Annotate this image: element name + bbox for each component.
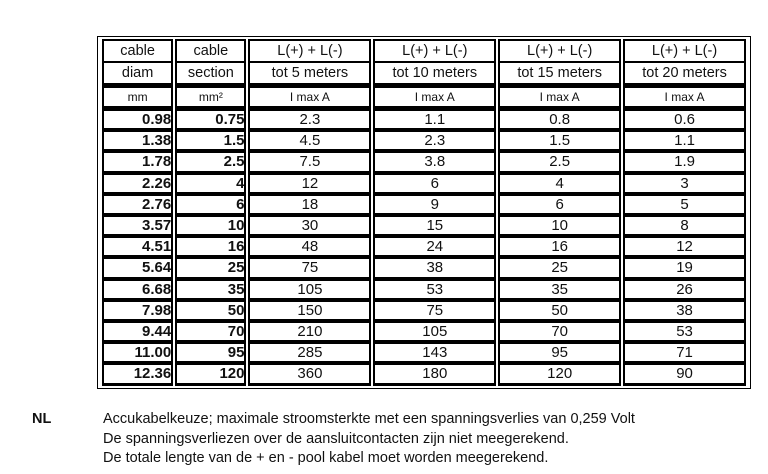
diameter-cell: 7.98 xyxy=(102,300,173,321)
diameter-cell: 0.98 xyxy=(102,108,173,130)
table-row xyxy=(102,321,746,342)
current-cell: 120 xyxy=(498,363,621,385)
note-line: Accukabelkeuze; maximale stroomsterkte met een spanningsverlies van 0,259 Volt xyxy=(103,411,635,427)
table-row xyxy=(102,215,746,236)
table-row xyxy=(102,257,746,278)
table-body xyxy=(102,108,746,386)
section-cell: 70 xyxy=(175,321,246,342)
column-header: I max A xyxy=(373,85,496,108)
section-cell: 50 xyxy=(175,300,246,321)
diameter-cell: 9.44 xyxy=(102,321,173,342)
current-cell: 9 xyxy=(373,194,496,215)
column-header: L(+) + L(-) xyxy=(373,39,496,62)
current-cell: 4 xyxy=(498,173,621,194)
column-header: mm xyxy=(102,85,173,108)
current-cell: 105 xyxy=(248,279,371,300)
current-cell: 6 xyxy=(498,194,621,215)
current-cell: 12 xyxy=(623,236,746,257)
diameter-cell: 5.64 xyxy=(102,257,173,278)
table-header xyxy=(102,39,746,108)
diameter-cell: 12.36 xyxy=(102,363,173,385)
current-cell: 38 xyxy=(373,257,496,278)
section-cell: 4 xyxy=(175,173,246,194)
header-row xyxy=(102,39,746,62)
diameter-cell: 11.00 xyxy=(102,342,173,363)
section-cell: 95 xyxy=(175,342,246,363)
cable-table-frame xyxy=(97,36,751,389)
column-header: cable xyxy=(102,39,173,62)
current-cell: 10 xyxy=(498,215,621,236)
current-cell: 16 xyxy=(498,236,621,257)
diameter-cell: 2.26 xyxy=(102,173,173,194)
section-cell: 25 xyxy=(175,257,246,278)
table-row xyxy=(102,194,746,215)
current-cell: 90 xyxy=(623,363,746,385)
current-cell: 26 xyxy=(623,279,746,300)
table-row xyxy=(102,236,746,257)
current-cell: 210 xyxy=(248,321,371,342)
current-cell: 75 xyxy=(248,257,371,278)
current-cell: 53 xyxy=(373,279,496,300)
column-header: I max A xyxy=(248,85,371,108)
column-header: I max A xyxy=(498,85,621,108)
section-cell: 10 xyxy=(175,215,246,236)
current-cell: 2.5 xyxy=(498,151,621,172)
current-cell: 95 xyxy=(498,342,621,363)
current-cell: 35 xyxy=(498,279,621,300)
table-row xyxy=(102,151,746,172)
diameter-cell: 6.68 xyxy=(102,279,173,300)
current-cell: 105 xyxy=(373,321,496,342)
column-header: cable xyxy=(175,39,246,62)
table-row xyxy=(102,130,746,151)
current-cell: 285 xyxy=(248,342,371,363)
current-cell: 70 xyxy=(498,321,621,342)
note-line: De totale lengte van de + en - pool kabel moet worden meegerekend. xyxy=(103,450,549,466)
section-cell: 16 xyxy=(175,236,246,257)
section-cell: 120 xyxy=(175,363,246,385)
current-cell: 8 xyxy=(623,215,746,236)
diameter-cell: 1.38 xyxy=(102,130,173,151)
current-cell: 1.5 xyxy=(498,130,621,151)
current-cell: 0.6 xyxy=(623,108,746,130)
current-cell: 180 xyxy=(373,363,496,385)
column-header: L(+) + L(-) xyxy=(248,39,371,62)
column-header: tot 5 meters xyxy=(248,62,371,85)
cable-current-table xyxy=(100,39,748,386)
current-cell: 50 xyxy=(498,300,621,321)
table-row xyxy=(102,363,746,385)
note-text xyxy=(103,410,635,469)
current-cell: 5 xyxy=(623,194,746,215)
column-header: diam xyxy=(102,62,173,85)
current-cell: 4.5 xyxy=(248,130,371,151)
table-row xyxy=(102,173,746,194)
header-row xyxy=(102,85,746,108)
current-cell: 25 xyxy=(498,257,621,278)
current-cell: 3 xyxy=(623,173,746,194)
current-cell: 150 xyxy=(248,300,371,321)
current-cell: 360 xyxy=(248,363,371,385)
section-cell: 35 xyxy=(175,279,246,300)
diameter-cell: 3.57 xyxy=(102,215,173,236)
current-cell: 18 xyxy=(248,194,371,215)
current-cell: 2.3 xyxy=(373,130,496,151)
current-cell: 53 xyxy=(623,321,746,342)
column-header: L(+) + L(-) xyxy=(623,39,746,62)
current-cell: 71 xyxy=(623,342,746,363)
column-header: L(+) + L(-) xyxy=(498,39,621,62)
current-cell: 75 xyxy=(373,300,496,321)
diameter-cell: 4.51 xyxy=(102,236,173,257)
current-cell: 3.8 xyxy=(373,151,496,172)
language-label: NL xyxy=(32,411,52,427)
current-cell: 7.5 xyxy=(248,151,371,172)
current-cell: 15 xyxy=(373,215,496,236)
header-row xyxy=(102,62,746,85)
current-cell: 1.1 xyxy=(373,108,496,130)
current-cell: 1.9 xyxy=(623,151,746,172)
column-header: section xyxy=(175,62,246,85)
current-cell: 6 xyxy=(373,173,496,194)
current-cell: 12 xyxy=(248,173,371,194)
diameter-cell: 1.78 xyxy=(102,151,173,172)
diameter-cell: 2.76 xyxy=(102,194,173,215)
column-header: I max A xyxy=(623,85,746,108)
current-cell: 38 xyxy=(623,300,746,321)
section-cell: 1.5 xyxy=(175,130,246,151)
current-cell: 48 xyxy=(248,236,371,257)
current-cell: 30 xyxy=(248,215,371,236)
column-header: tot 15 meters xyxy=(498,62,621,85)
table-row xyxy=(102,342,746,363)
section-cell: 0.75 xyxy=(175,108,246,130)
note-line: De spanningsverliezen over de aansluitcontacten zijn niet meegerekend. xyxy=(103,430,569,447)
current-cell: 2.3 xyxy=(248,108,371,130)
column-header: tot 10 meters xyxy=(373,62,496,85)
current-cell: 143 xyxy=(373,342,496,363)
table-row xyxy=(102,279,746,300)
current-cell: 19 xyxy=(623,257,746,278)
column-header: tot 20 meters xyxy=(623,62,746,85)
current-cell: 24 xyxy=(373,236,496,257)
section-cell: 2.5 xyxy=(175,151,246,172)
section-cell: 6 xyxy=(175,194,246,215)
column-header: mm² xyxy=(175,85,246,108)
table-row xyxy=(102,300,746,321)
current-cell: 1.1 xyxy=(623,130,746,151)
current-cell: 0.8 xyxy=(498,108,621,130)
table-row xyxy=(102,108,746,130)
